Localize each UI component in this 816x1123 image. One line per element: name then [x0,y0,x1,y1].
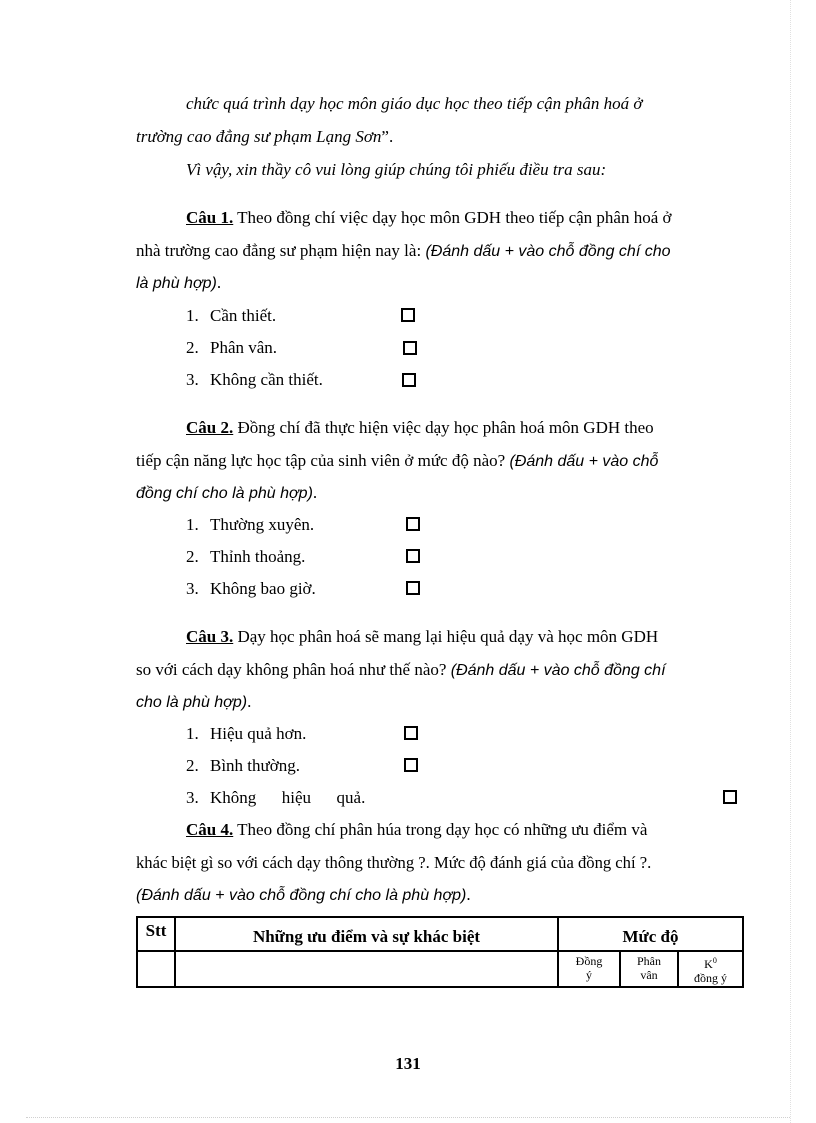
q2-option-1 [186,513,314,537]
q2-option-1-checkbox[interactable] [406,517,420,531]
q2-hint-3: đồng chí cho là phù hợp) [136,485,313,502]
q3-text-1: Dạy học phân hoá sẽ mang lại hiệu quả dạy và học môn GDH [233,627,659,646]
intro-line-1: chức quá trình dạy học môn giáo dục học theo tiếp cận phân hoá ở [186,94,643,113]
q2-option-3-label: Không bao giờ. [210,579,316,598]
q3-hint-2: (Đánh dấu + vào chỗ đồng chí [450,662,666,679]
q4-end-3: . [466,885,471,904]
q2-line-3 [136,481,317,506]
q4-label: Câu 4. [186,820,234,839]
table-subheader-row [137,951,743,987]
q3-option-2-label: Bình thường. [210,756,300,775]
q1-end-3: . [216,273,222,292]
q1-option-3-label: Không cần thiết. [210,370,323,389]
q4-line-3 [136,883,471,908]
sub-unsure [620,951,678,987]
survey-table [136,916,744,988]
q2-line-2 [136,449,658,474]
q2-label: Câu 2. [186,418,234,437]
q3-option-1-label: Hiệu quả hơn. [210,724,307,743]
q3-option-3-checkbox[interactable] [723,790,737,804]
q1-option-1-num: 1. [186,306,199,325]
col-items-header: Những ưu điểm và sự khác biệt [175,917,558,951]
sub-agree-line-2: ý [586,968,592,982]
intro-line-2-end: ”. [381,127,394,146]
q3-option-1-num: 1. [186,724,199,743]
q1-option-2-num: 2. [186,338,199,357]
page-edge-divider [790,0,791,1123]
q3-option-3 [186,786,365,810]
q1-text-2: nhà trường cao đẳng sư phạm hiện nay là: [136,241,426,260]
q1-text-1: Theo đồng chí việc dạy học môn GDH theo tiếp cận phân hoá ở [233,208,672,227]
q1-line-3 [136,271,221,296]
q4-text-1: Theo đồng chí phân húa trong dạy học có những ưu điểm và [233,820,648,839]
q3-option-3-num: 3. [186,788,199,807]
q3-end-3: . [247,692,252,711]
intro-line-2-text: trường cao đẳng sư phạm Lạng Sơn [136,127,382,146]
q2-line-1 [186,416,654,440]
q2-option-1-num: 1. [186,515,199,534]
sub-disagree-line-1: K [704,957,713,971]
q3-text-2: so với cách dạy không phân hoá như thế nào? [136,660,451,679]
intro-line-2 [136,125,393,149]
q2-option-2-num: 2. [186,547,199,566]
q3-line-3 [136,690,251,715]
sub-agree [558,951,620,987]
q1-line-1 [186,206,672,230]
col-level-header: Mức độ [558,917,743,951]
q1-option-1 [186,304,276,328]
q3-line-2 [136,658,666,683]
q1-line-2 [136,239,671,264]
q1-hint-3: là phù hợp) [136,275,217,292]
q4-hint-3: (Đánh dấu + vào chỗ đồng chí cho là phù hợp) [136,887,467,904]
q2-option-2-checkbox[interactable] [406,549,420,563]
q2-text-2: tiếp cận năng lực học tập của sinh viên ở mức độ nào? [136,451,510,470]
q4-line-1 [186,818,647,842]
q3-option-3-label: Không hiệu quả. [210,788,366,807]
q3-line-1 [186,625,658,649]
q3-option-2-num: 2. [186,756,199,775]
q2-hint-2: (Đánh dấu + vào chỗ [509,453,659,470]
q2-option-3-checkbox[interactable] [406,581,420,595]
q3-option-2 [186,754,300,778]
page-number: 131 [395,1054,421,1073]
sub-unsure-line-1: Phân [637,954,661,968]
q1-option-1-label: Cần thiết. [210,306,277,325]
q1-option-2-checkbox[interactable] [403,341,417,355]
col-stt-header: Stt [137,917,175,951]
q1-option-1-checkbox[interactable] [401,308,415,322]
footer-divider [26,1117,790,1118]
q3-option-2-checkbox[interactable] [404,758,418,772]
q2-option-2-label: Thỉnh thoảng. [210,547,306,566]
sub-disagree-line-2: đồng ý [694,971,727,985]
table-stt-cell [137,951,175,987]
sub-unsure-line-2: vân [640,968,658,982]
q2-end-3: . [312,483,318,502]
q1-option-3-checkbox[interactable] [402,373,416,387]
q3-hint-3: cho là phù hợp) [136,694,248,711]
q3-option-1-checkbox[interactable] [404,726,418,740]
table-items-cell [175,951,558,987]
q1-option-2 [186,336,277,360]
sub-disagree [678,951,743,987]
q1-option-2-label: Phân vân. [210,338,278,357]
q1-option-3 [186,368,323,392]
q3-label: Câu 3. [186,627,234,646]
sub-agree-line-1: Đồng [575,954,603,968]
table-header-row [137,917,743,951]
sub-disagree-sup: 0 [712,956,717,965]
q1-option-3-num: 3. [186,370,199,389]
q2-option-3 [186,577,316,601]
q1-hint-2: (Đánh dấu + vào chỗ đồng chí cho [425,243,671,260]
q2-option-3-num: 3. [186,579,199,598]
q1-label: Câu 1. [186,208,234,227]
q2-option-2 [186,545,305,569]
q3-option-1 [186,722,306,746]
q4-line-2: khác biệt gì so với cách dạy thông thường ?. Mức độ đánh giá của đồng chí ?. [136,853,652,872]
q2-option-1-label: Thường xuyên. [210,515,315,534]
q2-text-1: Đồng chí đã thực hiện việc dạy học phân hoá môn GDH theo [233,418,654,437]
intro-line-3: Vì vậy, xin thầy cô vui lòng giúp chúng tôi phiếu điều tra sau: [186,160,607,179]
